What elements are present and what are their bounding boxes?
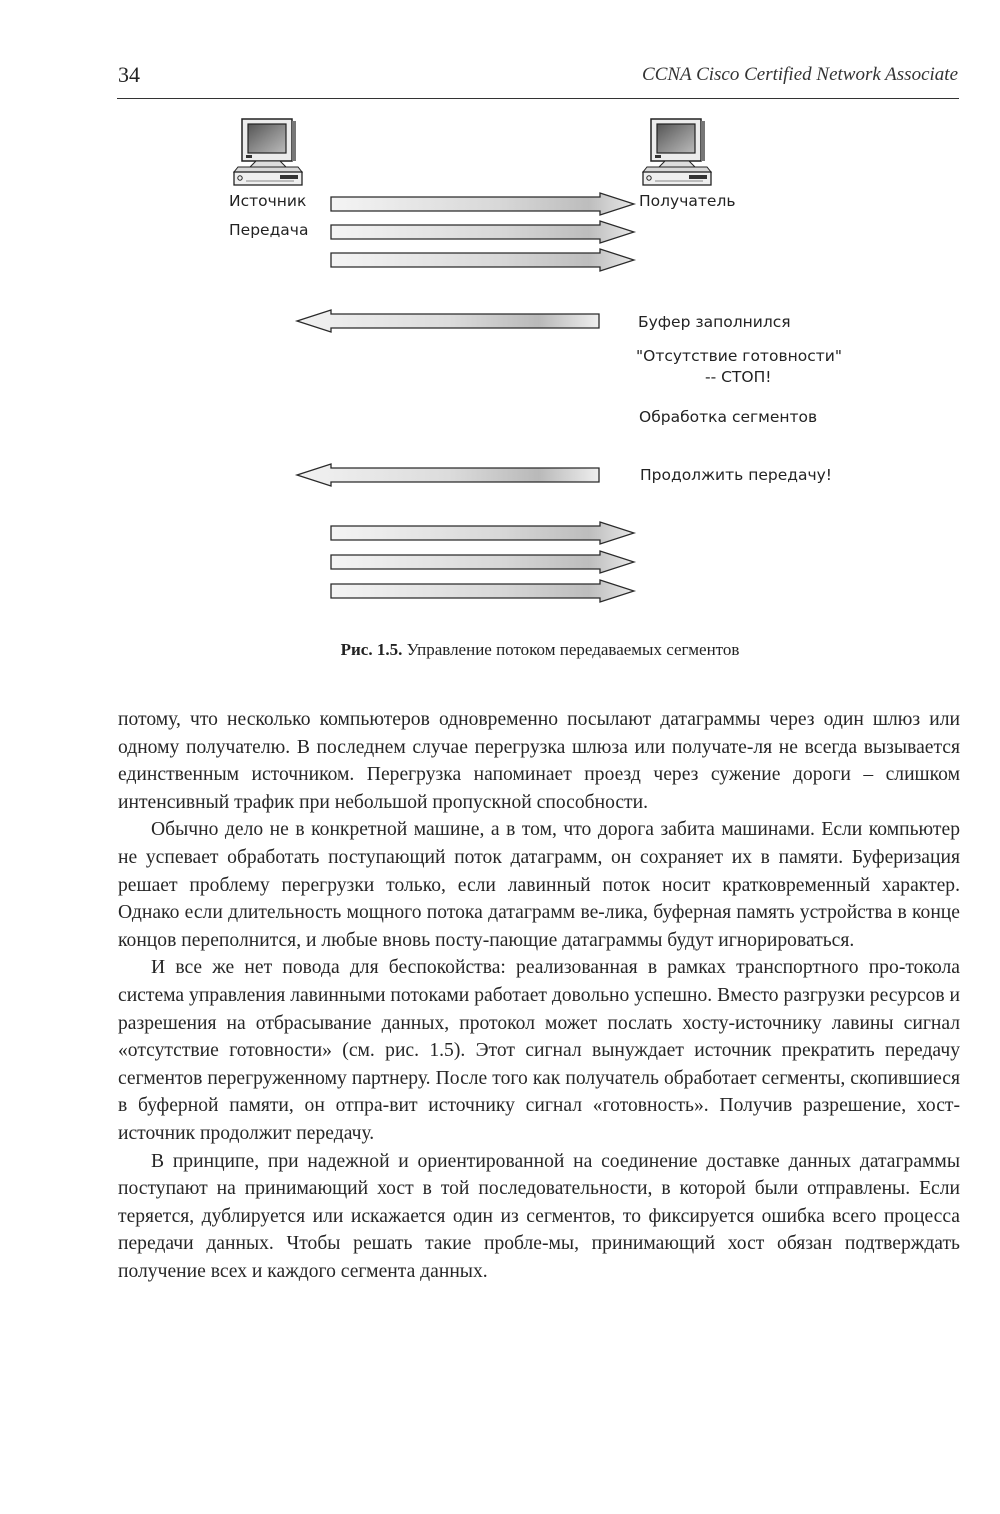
computer-destination-icon <box>643 119 711 185</box>
figure-caption <box>0 640 1000 660</box>
arrows-layer <box>297 193 634 602</box>
arrow-right-initial-send <box>331 193 634 215</box>
figure-drawing <box>0 0 1000 640</box>
paragraph: И все же нет повода для беспокойства: реализованная в рамках транспортного про-токола система управления лавинными потоками работает довольно успешно. Вместо разгрузки ресурсов и разрешения на отбрасывание данных, протокол может послать хосту-источнику лавины сигнал «отсутствие готовности» (см. рис. 1.5). Этот сигнал вынуждает источник прекратить передачу сегментов перегруженному партнеру. После того как получатель обработает сегменты, скопившиеся в буферной памяти, он отпра-вит источнику сигнал «готовность». Получив разрешение, хост-источник продолжит передачу. <box>118 957 960 1144</box>
label-resume: Продолжить передачу! <box>640 466 833 484</box>
label-receiver: Получатель <box>639 192 736 210</box>
label-stop: -- СТОП! <box>705 368 772 386</box>
figure-caption-text: Управление потоком передаваемых сегментов <box>402 640 740 659</box>
flow-control-figure <box>0 0 1000 640</box>
arrow-left-resume-signal <box>297 464 599 486</box>
paragraph: В принципе, при надежной и ориентированной на соединение доставке данных датаграммы поступают на принимающий хост в той последовательности, в которой были отправлены. Если теряется, дублируется или искажается один из сегментов, то фиксируется ошибка всего процесса передачи данных. Чтобы решать такие пробле-мы, принимающий хост обязан подтверждать получение всех и каждого сегмента данных. <box>118 1150 960 1282</box>
running-title: CCNA Cisco Certified Network Associate <box>642 64 958 85</box>
arrow-right-initial-send <box>331 249 634 271</box>
page-number: 34 <box>118 62 140 87</box>
arrow-left-stop-signal <box>297 310 599 332</box>
figure-caption-label: Рис. 1.5. <box>340 640 403 659</box>
label-source: Источник <box>229 192 307 210</box>
computer-source-icon <box>234 119 302 185</box>
label-buffer-full: Буфер заполнился <box>638 313 791 331</box>
label-transmission: Передача <box>229 221 309 239</box>
arrow-right-resumed-send <box>331 551 634 573</box>
arrow-right-initial-send <box>331 221 634 243</box>
arrow-right-resumed-send <box>331 522 634 544</box>
arrow-right-resumed-send <box>331 580 634 602</box>
label-not-ready: "Отсутствие готовности" <box>636 347 842 365</box>
label-processing: Обработка сегментов <box>639 408 818 426</box>
body-text <box>118 706 960 1285</box>
paragraph: потому, что несколько компьютеров одновременно посылают датаграммы через один шлюз или одному получателю. В последнем случае перегрузка шлюза или получате-ля не всегда вызывается единственным источником. Перегрузка напоминает проезд через сужение дороги – слишком интенсивный трафик при небольшой пропускной способности. <box>118 709 960 813</box>
paragraph: Обычно дело не в конкретной машине, а в том, что дорога забита машинами. Если компьютер не успевает обработать поступающий поток датаграмм, он сохраняет их в памяти. Буферизация решает проблему перегрузки только, если лавинный поток носит кратковременный характер. Однако если длительность мощного потока датаграмм ве-лика, буферная память устройства в конце концов переполнится, и любые вновь посту-пающие датаграммы будут игнорироваться. <box>118 819 960 951</box>
